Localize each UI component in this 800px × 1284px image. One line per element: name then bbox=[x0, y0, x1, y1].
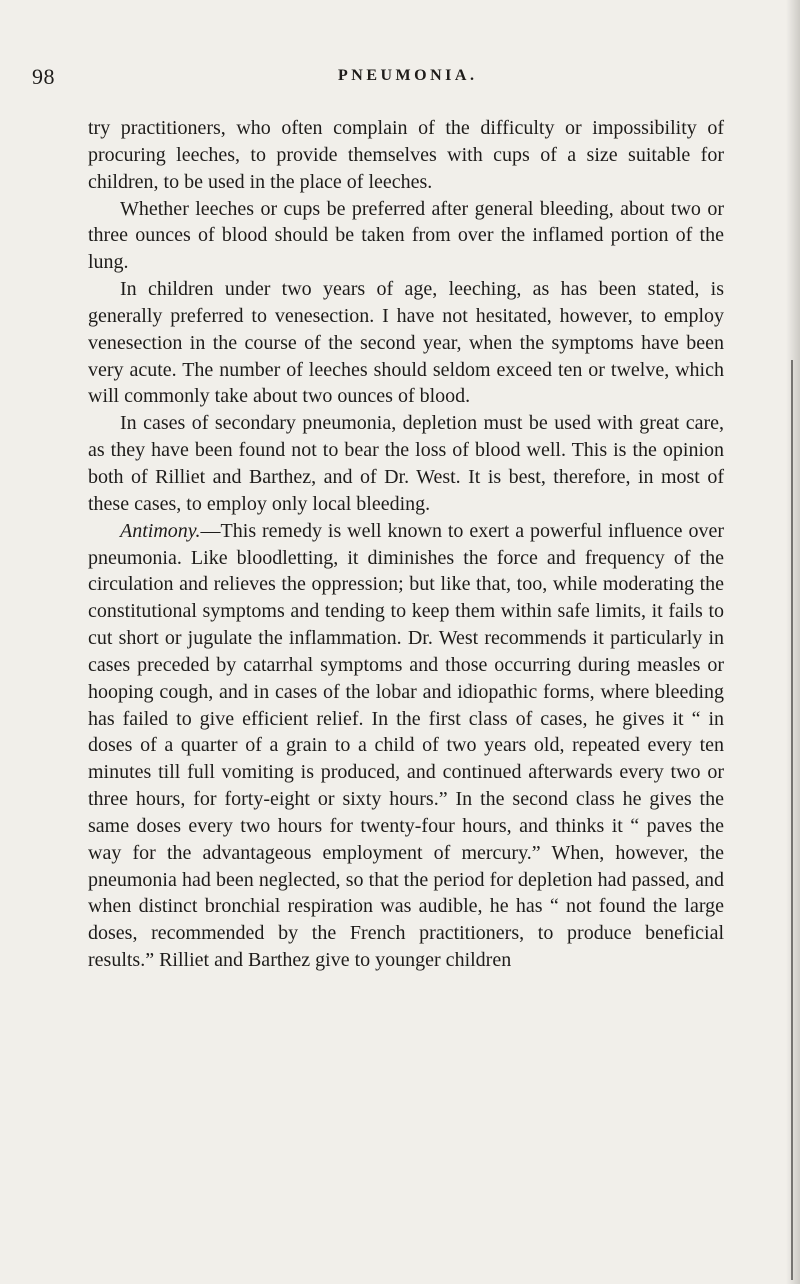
page-number: 98 bbox=[32, 64, 55, 89]
page-header bbox=[0, 64, 800, 94]
italic-heading: Antimony. bbox=[120, 519, 201, 542]
paragraph-text: Whether leeches or cups be preferred after general bleeding, about two or three ounces of blood should be taken from over the inflamed portion of the lung. bbox=[88, 197, 724, 274]
paragraph-text: try practitioners, who often complain of the difficulty or impossibility of procuring leeches, to provide themselves with cups of a size suitable for children, to be used in the place of leeches. bbox=[88, 117, 724, 193]
paragraph-text: In children under two years of age, leeching, as has been stated, is generally preferred to venesection. I have not hesitated, however, to employ venesection in the course of the second year, when the symptoms have been very acute. The number of leeches should seldom exceed ten or twelve, which will commonly take about two ounces of blood. bbox=[88, 278, 724, 408]
page-edge-line bbox=[791, 360, 793, 1280]
paragraph bbox=[88, 276, 724, 410]
paragraph bbox=[88, 410, 724, 517]
page-edge-shadow bbox=[786, 0, 800, 1284]
paragraph bbox=[88, 115, 724, 196]
paragraph-text: —This remedy is well known to exert a powerful influence over pneumonia. Like bloodletting, it diminishes the force and frequency of the circulation and relieves the oppression; but like that, too, while moderating the constitutional symptoms and tending to keep them within safe limits, it fails to cut short or jugulate the inflammation. Dr. West recommends it particularly in cases preceded by catarrhal symptoms and those occurring during measles or hooping cough, and in cases of the lobar and idiopathic forms, where bleeding has failed to give efficient relief. In the first class of cases, he gives it “ in doses of a quarter of a grain to a child of two years old, repeated every ten minutes till full vomiting is produced, and continued afterwards every two or three hours, for forty-eight or sixty hours.” In the second class he gives the same doses every two hours for twenty-four hours, and thinks it “ paves the way for the advantageous employment of mercury.” When, however, the pneumonia had been neglected, so that the period for depletion had passed, and when distinct bronchial respiration was audible, he has “ not found the large doses, recommended by the French practitioners, to produce beneficial results.” Rilliet and Barthez give to younger children bbox=[88, 519, 724, 972]
paragraph bbox=[88, 518, 724, 974]
paragraph-text: In cases of secondary pneumonia, depletion must be used with great care, as they have been found not to bear the loss of blood well. This is the opinion both of Rilliet and Barthez, and of Dr. West. It is best, therefore, in most of these cases, to employ only local bleeding. bbox=[88, 412, 724, 515]
body-text bbox=[88, 115, 724, 974]
running-head: PNEUMONIA. bbox=[338, 67, 478, 84]
paragraph bbox=[88, 196, 724, 277]
